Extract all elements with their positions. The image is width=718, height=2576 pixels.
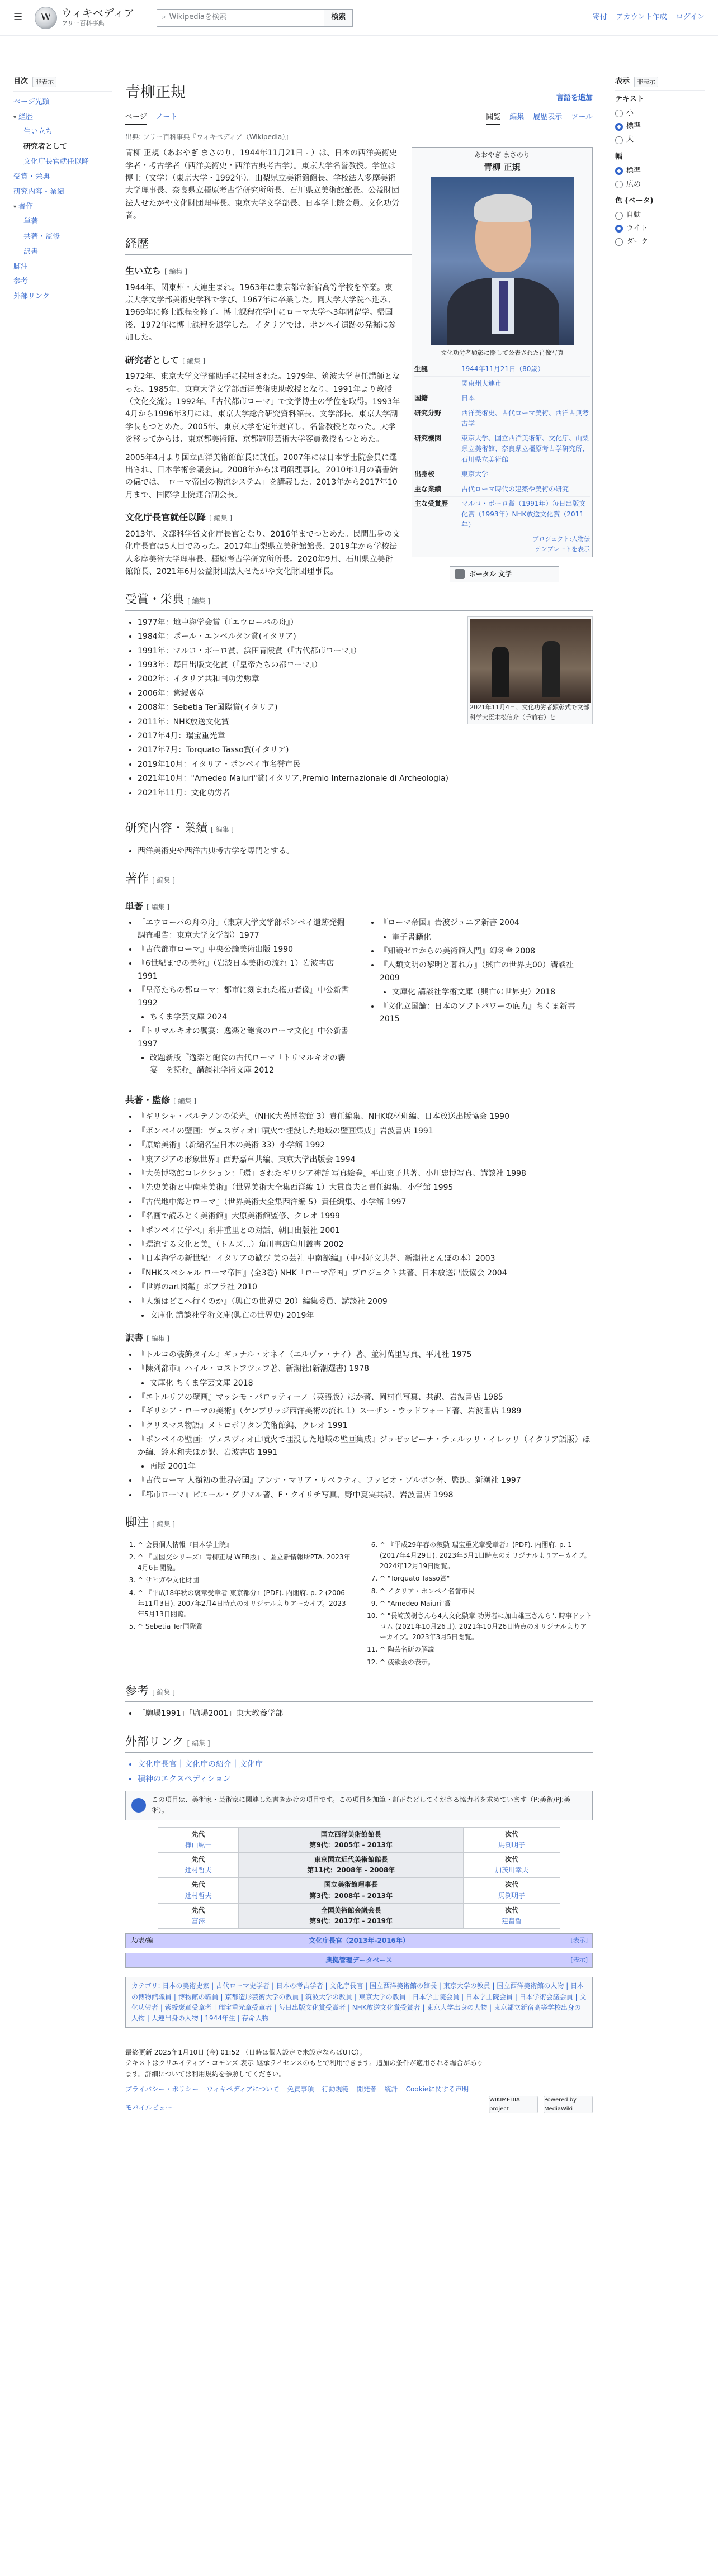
radio-label: 自動 xyxy=(626,211,641,220)
portal-box[interactable]: ポータル 文学 xyxy=(450,566,559,582)
footer-link[interactable]: 統計 xyxy=(384,2085,398,2093)
section-works: 著作 [ 編集 ] xyxy=(125,870,593,890)
tab-1[interactable]: ノート xyxy=(155,113,178,122)
work-item: • 『文化立国論：日本のソフトパワーの底力』ちくま新書 2015 xyxy=(380,1000,593,1026)
work-item: • 『環流する文化と美』（トムズ...）角川書店角川叢書 2002 xyxy=(138,1239,593,1251)
radio-circle[interactable] xyxy=(615,212,623,220)
work-item: • 『古代地中海とローマ』（世界美術大全集西洋編 5）責任編集、小学館 1997 xyxy=(138,1196,593,1208)
work-item: • 『皇帝たちの都ローマ：都市に刻まれた権力者像』中公新書 1992 xyxy=(138,984,351,1009)
work-item: • 『大英博物館コレクション：「環」されたギリシア神話 写真絵巻』平山東子共著、小川忠博写真、講談社 1998 xyxy=(138,1168,593,1180)
infobox-key: 国籍 xyxy=(414,394,428,402)
radio-label: 標準 xyxy=(626,122,641,131)
footer-link[interactable]: プライバシー・ポリシー xyxy=(125,2085,199,2093)
radio-option[interactable] xyxy=(615,236,705,248)
succession-row xyxy=(158,1878,560,1903)
translations-list xyxy=(138,1349,593,1501)
work-item: • 『ポンペイに学べ』糸井重里との対話、朝日出版社 2001 xyxy=(138,1225,593,1237)
section-external: 外部リンク [ 編集 ] xyxy=(125,1733,593,1753)
edit-link[interactable]: [ 編集 ] xyxy=(147,903,170,911)
succession-prev[interactable]: 先代 辻村哲夫 xyxy=(158,1878,239,1903)
note-item: 11. ^ 陶芸名研の解説 xyxy=(380,1644,593,1655)
work-item: • 『古代都市ローマ』中央公論美術出版 1990 xyxy=(138,943,351,956)
award-item: • 2021年10月："Amedeo Maiuri"賞(イタリア,Premio Internazionale di Archeologia) xyxy=(138,772,456,785)
radio-circle[interactable] xyxy=(615,167,623,175)
toc-item[interactable] xyxy=(13,155,112,170)
toc-label: 外部リンク xyxy=(13,292,50,301)
reference-item: • 「駒場1991」「駒場2001」東大教養学部 xyxy=(138,1707,593,1720)
navbox-toggle[interactable]: [表示] xyxy=(570,1956,588,1964)
early-text: 1944年、関東州・大連生まれ。1963年に東京都立新宿高等学校を卒業。東京大学文学部美術史学科で学び、1967年に卒業した。同大学大学院へ進み、1969年に修士課程を修了。博士課程在学中にローマ大学へ3年間留学。帰国後、1972年に博士課程を退学した。イタリアでは、ポンペイ遺跡の発掘に参加した。 xyxy=(125,283,396,343)
footer-link[interactable]: 免責事項 xyxy=(287,2085,314,2093)
work-item: • 『日本海学の新世紀：イタリアの歓び 美の芸礼 中南部編』（中村好文共著、新潮社とんぼの本）2003 xyxy=(138,1253,593,1265)
infobox-row xyxy=(414,362,590,376)
search-input[interactable]: ⌕ Wikipediaを検索 xyxy=(157,9,324,27)
award-item: • 2002年：イタリア共和国功労勲章 xyxy=(138,673,456,685)
tab-right-1[interactable]: 編集 xyxy=(509,113,525,122)
toc-label: 参考 xyxy=(13,277,29,286)
work-item: • 『ローマ帝国』岩波ジュニア新書 2004 xyxy=(380,917,593,929)
work-item: • 『トルコの装飾タイル』ギュナル・オネイ（エルヴァ・ナイ）著、並河萬里写真、平凡社 1975 xyxy=(138,1349,593,1361)
toc-label: 単著 xyxy=(23,217,39,226)
infobox-value[interactable]: 東京大学、国立西洋美術館、文化庁、山梨県立美術館、奈良県立橿原考古学研究所、石川県立美術館 xyxy=(461,434,589,464)
succession-next[interactable]: 次代 加茂川幸夫 xyxy=(464,1852,560,1877)
infobox-row xyxy=(414,496,590,533)
work-item: • 『ギリシア・ローマの美術』（ケンブリッジ西洋美術の流れ 1）スーザン・ウッドフォード著、岩波書店 1989 xyxy=(138,1405,593,1417)
infobox-value[interactable]: 西洋美術史、古代ローマ美術、西洋古典考古学 xyxy=(461,409,589,428)
mediawiki-badge[interactable]: Powered by MediaWiki xyxy=(544,2096,593,2113)
edit-link[interactable]: [ 編集 ] xyxy=(211,825,234,833)
infobox-value[interactable]: 関東州大連市 xyxy=(461,379,502,388)
radio-option[interactable] xyxy=(615,121,705,132)
succession-office: 東京国立近代美術館館長 第11代：2008年 - 2008年 xyxy=(239,1852,464,1877)
work-item: • 電子書籍化 xyxy=(392,931,593,943)
succession-row xyxy=(158,1852,560,1877)
header-link[interactable]: アカウント作成 xyxy=(616,13,667,22)
infobox-value[interactable]: 1944年11月21日（80歳） xyxy=(461,364,545,373)
infobox-row xyxy=(414,431,590,467)
work-item: • 『人類はどこへ行くのか』（興亡の世界史 20）編集委員、講談社 2009 xyxy=(138,1296,593,1308)
work-item: • 『ギリシャ・パルテノンの栄光』（NHK大英博物館 3）責任編集、NHK取材班編、日本放送出版協会 1990 xyxy=(138,1111,593,1123)
tab-right-3[interactable]: ツール xyxy=(571,113,593,122)
infobox-key: 出身校 xyxy=(414,470,435,478)
note-item: 5. ^ Sebetia Ter国際賞 xyxy=(138,1621,351,1632)
work-item: • 『NHKスペシャル ローマ帝国』(全3巻) NHK「ローマ帝国」プロジェクト共著、日本放送出版協会 2004 xyxy=(138,1267,593,1279)
note-item: 2. ^ 『国図交シリーズ』青柳正規 WEB版」」、匿立新情報所PTA. 2023年4月6日閲覧。 xyxy=(138,1552,351,1573)
radio-option[interactable] xyxy=(615,108,705,120)
note-item: 8. ^ イタリア・ポンペイ名誉市民 xyxy=(380,1586,593,1597)
book-icon xyxy=(455,569,465,579)
toc-item[interactable] xyxy=(13,215,112,230)
work-item: • 『原始美術』（新編名宝日本の美術 33）小学館 1992 xyxy=(138,1139,593,1151)
infobox-name: あおやぎ まさのり 青柳 正規 xyxy=(474,151,530,173)
tab-right-0[interactable]: 閲覧 xyxy=(486,112,500,125)
menu-icon[interactable]: ☰ xyxy=(13,11,23,23)
footer-link[interactable]: ウィキペディアについて xyxy=(206,2085,280,2093)
stub-notice: この項目は、美術家・芸術家に関連した書きかけの項目です。この項目を加筆・訂正などしてくださる協力者を求めています（P:美術/PJ:美術）。 xyxy=(125,1791,593,1820)
toc-item[interactable] xyxy=(13,125,112,140)
infobox-key: 主な業績 xyxy=(414,485,442,493)
award-caption: 2021年11月4日、文化功労者顕彰式で文部科学大臣末松信介（手前右）と xyxy=(470,703,589,721)
infobox-row xyxy=(414,467,590,481)
award-item: • 2021年11月：文化功労者 xyxy=(138,787,456,799)
succession-prev[interactable]: 先代 辻村哲夫 xyxy=(158,1852,239,1877)
award-item: • 2006年：紫綬褒章 xyxy=(138,687,456,700)
section-career: 経歴 xyxy=(125,235,593,255)
toc-label: 共著・監修 xyxy=(23,232,60,241)
toc-item[interactable] xyxy=(13,245,112,260)
header-link[interactable]: ログイン xyxy=(676,13,705,22)
work-item: • 文庫化 講談社学術文庫(興亡の世界史) 2019年 xyxy=(150,1310,593,1322)
infobox-key xyxy=(414,378,461,389)
work-item: • 『クリスマス物語』メトロポリタン美術館編、クレオ 1991 xyxy=(138,1420,593,1432)
page-tabs xyxy=(125,108,593,127)
award-item: • 2017年4月：瑞宝重光章 xyxy=(138,730,456,742)
note-item: 10. ^ "長崎茂樹さんら4人文化勲章 功労者に加山雄三さんら". 時事ドットコム (2021年10月26日). 2021年10月26日時点のオリジナルよりアーカイブ。2023年3月5日閲覧。 xyxy=(380,1611,593,1643)
navbox-title[interactable]: 文化庁長官（2013年-2016年） xyxy=(309,1937,409,1945)
succession-next[interactable]: 次代 建畠晢 xyxy=(464,1903,560,1928)
note-item: 3. ^ サヒガや文化財団 xyxy=(138,1575,351,1586)
toc-label: 訳書 xyxy=(23,247,39,256)
edit-link[interactable]: [ 編集 ] xyxy=(173,1097,197,1105)
infobox-value[interactable]: 日本 xyxy=(461,394,475,402)
award-item: • 2017年7月：Torquato Tasso賞(イタリア) xyxy=(138,744,456,756)
footer xyxy=(125,2039,593,2130)
work-item: • 『エトルリアの壁画』マッシモ・パロッティーノ（英語版）ほか著、岡村崔写真、共訳、岩波書店 1985 xyxy=(138,1391,593,1403)
work-item: • 「エウローパの舟の舟」（東京大学文学部ポンペイ遺跡発掘調査報告：東京大学文学部）1977 xyxy=(138,917,351,942)
portrait-photo[interactable] xyxy=(431,177,574,345)
succession-row xyxy=(158,1827,560,1852)
award-item: • 2008年：Sebetia Ter国際賞(イタリア) xyxy=(138,701,456,714)
note-item: 1. ^ 会員個人情報『日本学士院』 xyxy=(138,1540,351,1550)
work-item: • 改題新版『逸楽と飽食の古代ローマ「トリマルキオの饗宴」を読む』講談社学術文庫 2012 xyxy=(150,1052,351,1077)
navbox-commissioner: 大/表/編 文化庁長官（2013年-2016年） [表示] xyxy=(125,1933,593,1948)
toc-label: 脚注 xyxy=(13,262,29,271)
work-item: • 『名画で読みとく美術館』大原美術館監修、クレオ 1999 xyxy=(138,1210,593,1222)
succession-table xyxy=(158,1827,560,1929)
researcher-text-1: 1972年、東京大学文学部助手に採用された。1979年、筑波大学専任講師となった。1985年、東京大学文学部西洋美術史助教授となり、1991年より教授（文化交流）。1992年、「古代都市ローマ」で文学博士の学位を取得。1993年4月から1996年3月には、東京大学総合研究資料館長、文学部長、東京大学副学長もつとめた。2005年、東京大学を定年退官し、名誉教授となった。大学を移ってからは、東京都美術館、京都造形芸術大学客員教授もつとめた。 xyxy=(125,372,400,444)
search-icon: ⌕ xyxy=(162,13,166,22)
toc-sidebar xyxy=(13,36,112,2130)
caret-icon[interactable]: ▾ xyxy=(13,114,17,121)
site-header xyxy=(0,0,718,36)
lead-paragraph: 青柳 正規（あおやぎ まさのり、1944年11月21日 - ）は、日本の西洋美術史学者・考古学者（西洋美術史・西洋古典考古学）。東京大学名誉教授。学位は博士（文学）（東京大学・1992年）。山梨県立美術館館長、学校法人多摩美術大学理事長、奈良県立橿原考古学研究所所長、石川県立美術館館長。公益財団法人せたがや文化財団理事長。東京大学文学部長、日本学士院会員。文化功労者。 xyxy=(125,149,399,221)
research-item: • 西洋美術史や西洋古典考古学を専門とする。 xyxy=(138,845,593,857)
section-notes: 脚注 [ 編集 ] xyxy=(125,1514,593,1534)
radio-circle[interactable] xyxy=(615,225,623,233)
infobox-value[interactable]: マルコ・ポーロ賞（1991年）毎日出版文化賞（1993年）NHK放送文化賞（2011年） xyxy=(461,499,586,529)
radio-label: 広め xyxy=(626,179,641,188)
toc-label: ページ先頭 xyxy=(13,97,50,106)
edit-link[interactable]: [ 編集 ] xyxy=(147,1335,170,1343)
researcher-text-2: 2005年4月より国立西洋美術館館長に就任。2007年には日本学士院会員に選出され、日本学術会議会員。2008年からは同館理事長。2010年1月の講書始の儀では、「ローマ帝国の物流システム」を講義した。2013年から2017年10月まで、国際学士院連合副会長。 xyxy=(125,453,398,500)
succession-row xyxy=(158,1903,560,1928)
award-item: • 2011年：NHK放送文化賞 xyxy=(138,716,456,728)
radio-option[interactable] xyxy=(615,134,705,146)
work-item: • 『知識ゼロからの美術館入門』幻冬舎 2008 xyxy=(380,945,593,957)
infobox xyxy=(412,147,593,557)
toc-item[interactable] xyxy=(13,95,112,110)
succession-office: 全国美術館会議会長 第9代：2017年 - 2019年 xyxy=(239,1903,464,1928)
appearance-panel: 表示 非表示 テキスト 小 標準 大 幅 標準 広め 色 (ベータ) 自動 ライト ダーク xyxy=(606,36,705,2130)
toc-label: 文化庁長官就任以降 xyxy=(23,157,89,166)
award-item: • 2019年10月：イタリア・ポンペイ市名誉市民 xyxy=(138,758,456,771)
toc-item[interactable] xyxy=(13,274,112,290)
succession-next[interactable]: 次代 馬渕明子 xyxy=(464,1878,560,1903)
section-reference: 参考 [ 編集 ] xyxy=(125,1682,593,1702)
work-item: • 『古代ローマ 人類初の世界帝国』アンナ・マリア・リベラティ、ファビオ・ブルボン著、監訳、新潮社 1997 xyxy=(138,1474,593,1487)
award-photo xyxy=(470,619,591,703)
award-photo-box[interactable] xyxy=(467,616,593,724)
infobox-row xyxy=(414,376,590,391)
footer-link[interactable]: Cookieに関する声明 xyxy=(405,2085,469,2093)
radio-circle[interactable] xyxy=(615,136,623,144)
infobox-key: 生誕 xyxy=(414,364,428,373)
toc-label: 経歴 xyxy=(18,112,34,121)
toc-label: 研究内容・業績 xyxy=(13,187,65,196)
main-content: 青柳正規 言語を追加 ページ ノート 閲覧 編集 履歴表示 ツール 出典: フリー百科事典『ウィキペディア（Wikipedia）』 あおやぎ まさのり 青柳 正規 文化功労者顕彰に際して公表された肖像写真 生誕 1944年11月21日（80歳） 関東州大連市 国籍 日本 研究分野 西洋美術史、古代ローマ美術、西洋古典考古学 研究機関 東京大学、国立西洋美術館、文化庁、山梨県立美術館、奈良県立橿原考古学研究所、石川県立美術館 出身校 東京大学 主な業績 古代ローマ時代の建築や美術の研究 主な受賞歴 マルコ・ポーロ賞（1991年）毎日出版文化賞（1993年）NHK放送文化賞（2011年） プロジェクト:人物伝 テンプレートを表示 ポータル 文学 青柳 正規（あおやぎ まさのり、1944年11月21日 - ）は、日本の西洋美術史学者・考古学者（西洋美術史・西洋古典考古学）。東京大学名誉教授。学位は博士（文学）（東京大学・1992年）。山梨県立美術館館長、学校法人多摩美術大学理事長、奈良県立橿原考古学研究所所長、石川県立美術館館長。公益財団法人せたがや文化財団理事長。東京大学文学部長、日本学士院会員。文化功労者。 経歴 生い立ち [ 編集 ] 1944年、関東州・大連生まれ。1963年に東京都立新宿高等学校を卒業。東京大学文学部美術史学科で学び、1967年に卒業した。同大学大学院へ進み、1969年に修士課程を修了。博士課程在学中にローマ大学へ3年間留学。帰国後、1972年に博士課程を退学した。イタリアでは、ポンペイ遺跡の発掘に参加した。 研究者として [ 編集 ] 1972年、東京大学文学部助手に採用された。1979年、筑波大学専任講師となった。1985年、東京大学文学部西洋美術史助教授となり、1991年より教授（文化交流）。1992年、「古代都市ローマ」で文学博士の学位を取得。1993年4月から1996年3月には、東京大学総合研究資料館長、文学部長、東京大学副学長もつとめた。2005年、東京大学を定年退官し、名誉教授となった。大学を移ってからは、東京都美術館、京都造形芸術大学客員教授もつとめた。 2005年4月より国立西洋美術館館長に就任。2007年には日本学士院会員に選出され、日本学術会議会員。2008年からは同館理事長。2010年1月の講書始の儀では、「ローマ帝国の物流システム」を講義した。2013年から2017年10月まで、国際学士院連合副会長。 文化庁長官就任以降 [ 編集 ] 2013年、文部科学省文化庁長官となり、2016年までつとめた。民間出身の文化庁長官は5人目であった。2017年山梨県立美術館館長、2019年から学校法人多摩美術大学理事長、橿原考古学研究所所長。2020年9月、石川県立美術館館長、2021年6月公益財団法人せたがや文化財団理事長。 受賞・栄典 [ 編集 ] • 1977年：地中海学会賞（『エウローパの舟』） • 1984年：ポール・エンベルタン賞(イタリア) • 1991年：マルコ・ポーロ賞、浜田青陵賞（『古代都市ローマ』） • 1993年：毎日出版文化賞（『皇帝たちの都ローマ』） • 2002年：イタリア共和国功労勲章 • 2006年：紫綬褒章 • 2008年：Sebetia Ter国際賞(イタリア) • 2011年：NHK放送文化賞 • 2017年4月：瑞宝重光章 • 2017年7月：Torquato Tasso賞(イタリア) • 2019年10月：イタリア・ポンペイ市名誉市民 • 2021年10月："Amedeo Maiuri"賞(イタリア,Premio Internazionale di Archeologia) • 2021年11月：文化功労者 2021年11月4日、文化功労者顕彰式で文部科学大臣末松信介（手前右）と 研究内容・業績 [ 編集 ] • 西洋美術史や西洋古典考古学を専門とする。 著作 [ 編集 ] 単著 [ 編集 ] • 「エウローパの舟の舟」（東京大学文学部ポンペイ遺跡発掘調査報告：東京大学文学部）1977 • 『古代都市ローマ』中央公論美術出版 1990 • 『6世紀までの美術』（岩波日本美術の流れ 1）岩波書店 1991 • 『皇帝たちの都ローマ：都市に刻まれた権力者像』中公新書 1992 • ちくま学芸文庫 2024 • 『トリマルキオの饗宴：逸楽と飽食のローマ文化』中公新書 1997 • 改題新版『逸楽と飽食の古代ローマ「トリマルキオの饗宴」を読む』講談社学術文庫 2012 • 『ローマ帝国』岩波ジュニア新書 2004 • 電子書籍化 • 『知識ゼロからの美術館入門』幻冬舎 2008 • 『人類文明の黎明と暮れ方』（興亡の世界史00）講談社 2009 • 文庫化 講談社学術文庫（興亡の世界史）2018 • 『文化立国論：日本のソフトパワーの底力』ちくま新書 2015 共著・監修 [ 編集 ] • 『ギリシャ・パルテノンの栄光』（NHK大英博物館 3）責任編集、NHK取材班編、日本放送出版協会 1990 • 『ポンペイの壁画：ヴェスヴィオ山噴火で埋没した地域の壁画集成』岩波書店 1991 • 『原始美術』（新編名宝日本の美術 33）小学館 1992 • 『東アジアの形象世界』西野嘉章共編、東京大学出版会 1994 • 『大英博物館コレクション：「環」されたギリシア神話 写真絵巻』平山東子共著、小川忠博写真、講談社 1998 • 『先史美術と中南米美術』（世界美術大全集西洋編 1）大貫良夫と責任編集、小学館 1995 • 『古代地中海とローマ』（世界美術大全集西洋編 5）責任編集、小学館 1997 • 『名画で読みとく美術館』大原美術館監修、クレオ 1999 • 『ポンペイに学べ』糸井重里との対話、朝日出版社 2001 • 『環流する文化と美』（トムズ...）角川書店角川叢書 2002 • 『日本海学の新世紀：イタリアの歓び 美の芸礼 中南部編』（中村好文共著、新潮社とんぼの本）2003 • 『NHKスペシャル ローマ帝国』(全3巻) NHK「ローマ帝国」プロジェクト共著、日本放送出版協会 2004 • 『世界のart図鑑』ポプラ社 2010 • 『人類はどこへ行くのか』（興亡の世界史 20）編集委員、講談社 2009 • 文庫化 講談社学術文庫(興亡の世界史) 2019年 訳書 [ 編集 ] • 『トルコの装飾タイル』ギュナル・オネイ（エルヴァ・ナイ）著、並河萬里写真、平凡社 1975 • 『陳列都市』ハイル・ロストフツェフ著、新潮社(新潮選書) 1978 • 文庫化 ちくま学芸文庫 2018 • 『エトルリアの壁画』マッシモ・パロッティーノ（英語版）ほか著、岡村崔写真、共訳、岩波書店 1985 • 『ギリシア・ローマの美術』（ケンブリッジ西洋美術の流れ 1）スーザン・ウッドフォード著、岩波書店 1989 • 『クリスマス物語』メトロポリタン美術館編、クレオ 1991 • 『ポンペイの壁画：ヴェスヴィオ山噴火で埋没した地域の壁画集成』ジュゼッピーナ・チェルッリ・イレッリ（イタリア語版）ほか編、鈴木和夫ほか訳、岩波書店 1991 • 再版 2001年 • 『古代ローマ 人類初の世界帝国』アンナ・マリア・リベラティ、ファビオ・ブルボン著、監訳、新潮社 1997 • 『都市ローマ』ピエール・グリマル著、F・クイリチ写真、野中夏実共訳、岩波書店 1998 脚注 [ 編集 ] 1. ^ 会員個人情報『日本学士院』 2. ^ 『国図交シリーズ』青柳正規 WEB版」」、匿立新情報所PTA. 2023年4月6日閲覧。 3. ^ サヒガや文化財団 4. ^ 『平成18年秋の褒章受章者 東京都分』(PDF). 内閣府. p. 2 (2006年11月3日). 2007年2月4日時点のオリジナルよりアーカイブ。2023年5月13日閲覧。 5. ^ Sebetia Ter国際賞 6. ^ 『平成29年春の叙勲 瑞宝重光章受章者』(PDF). 内閣府. p. 1 (2017年4月29日). 2023年3月1日時点のオリジナルよりアーカイブ。2024年12月19日閲覧。 7. ^ "Torquato Tasso賞" 8. ^ イタリア・ポンペイ名誉市民 9. ^ "Amedeo Maiuri"賞 10. ^ "長崎茂樹さんら4人文化勲章 功労者に加山雄三さんら". 時事ドットコム (2021年10月26日). 2021年10月26日時点のオリジナルよりアーカイブ。2023年3月5日閲覧。 11. ^ 陶芸名研の解説 12. ^ 疲欲会の表示。 参考 [ 編集 ] • 「駒場1991」「駒場2001」東大教養学部 外部リンク [ 編集 ] • 文化庁長官｜文化庁の紹介｜文化庁 • 積神のエクスペディション この項目は、美術家・芸術家に関連した書きかけの項目です。この項目を加筆・訂正などしてくださる協力者を求めています（P:美術/PJ:美術）。 先代 樺山紘一 国立西洋美術館館長 第9代：2005年 - 2013年 次代 馬渕明子 先代 辻村哲夫 東京国立近代美術館館長 第11代：2008年 - 2008年 次代 加茂川幸夫 先代 辻村哲夫 国立美術館理事長 第3代：2008年 - 2013年 次代 馬渕明子 先代 富澤 全国美術館会議会長 第9代：2017年 - 2019年 次代 建畠晢 大/表/編 文化庁長官（2013年-2016年） [表示] 典拠管理データベース [表示] カテゴリ: 日本の美術史家 | 古代ローマ史学者 | 日本の考古学者 | 文化庁長官 | 国立西洋美術館の館長 | 東京大学の教員 | 国立西洋美術館の人物 | 日本の博物館職員 | 博物館の職員 | 京都造形芸術大学の教員 | 筑波大学の教員 | 東京大学の教員 | 日本学士院会員 | 日本学士院会員 | 日本学術会議会員 | 文化功労者 | 紫綬褒章受章者 | 瑞宝重光章受章者 | 毎日出版文化賞受賞者 | NHK放送文化賞受賞者 | 東京大学出身の人物 | 東京都立新宿高等学校出身の人物 | 大連出身の人物 | 1944年生 | 存命人物 最終更新 2025年1月10日 (金) 01:52 （日時は個人設定で未設定ならばUTC）。 テキストはクリエイティブ・コモンズ 表示-継承ライセンスのもとで利用できます。追加の条件が適用される場合があります。詳細については利用規約を参照してください。 プライバシー・ポリシー ウィキペディアについて 免責事項 行動規範 開発者 統計 Cookieに関する声明 モバイルビュー WIKIMEDIA project Powered by MediaWiki xyxy=(112,36,606,2130)
toc-item[interactable] xyxy=(13,185,112,200)
toc-label: 研究者として xyxy=(23,143,68,151)
infobox-key: 研究機関 xyxy=(414,434,442,442)
radio-circle[interactable] xyxy=(615,181,623,188)
site-logo[interactable] xyxy=(35,7,134,29)
tab-right-2[interactable]: 履歴表示 xyxy=(533,113,563,122)
infobox-row xyxy=(414,406,590,431)
add-language-button[interactable]: 言語を追加 xyxy=(556,94,593,103)
succession-prev[interactable]: 先代 富澤 xyxy=(158,1903,239,1928)
radio-option[interactable] xyxy=(615,165,705,177)
navbox-authority xyxy=(125,1953,593,1968)
work-item: • ちくま学芸文庫 2024 xyxy=(150,1011,351,1023)
infobox-value[interactable]: 古代ローマ時代の建築や美術の研究 xyxy=(461,485,569,493)
work-item: • 文庫化 ちくま学芸文庫 2018 xyxy=(150,1377,593,1389)
radio-circle[interactable] xyxy=(615,110,623,117)
toc-item[interactable] xyxy=(13,290,112,305)
radio-circle[interactable] xyxy=(615,238,623,246)
radio-label: ダーク xyxy=(626,237,649,246)
note-item: 7. ^ "Torquato Tasso賞" xyxy=(380,1573,593,1584)
work-item: • 『トリマルキオの饗宴：逸楽と飽食のローマ文化』中公新書 1997 xyxy=(138,1025,351,1050)
work-item: • 『人類文明の黎明と暮れ方』（興亡の世界史00）講談社 2009 xyxy=(380,959,593,984)
note-item: 6. ^ 『平成29年春の叙勲 瑞宝重光章受章者』(PDF). 内閣府. p. 1 (2017年4月29日). 2023年3月1日時点のオリジナルよりアーカイブ。2024年12月19日閲覧。 xyxy=(380,1540,593,1572)
infobox-caption: 文化功労者顕彰に際して公表された肖像写真 xyxy=(441,349,564,357)
work-item: • 『ポンペイの壁画：ヴェスヴィオ山噴火で埋没した地域の壁画集成』岩波書店 1991 xyxy=(138,1125,593,1137)
radio-circle[interactable] xyxy=(615,123,623,131)
toc-label: 生い立ち xyxy=(23,127,53,136)
radio-label: ライト xyxy=(626,224,648,233)
category-links: カテゴリ: 日本の美術史家 | 古代ローマ史学者 | 日本の考古学者 | 文化庁長官 | 国立西洋美術館の館長 | 東京大学の教員 | 国立西洋美術館の人物 | 日本の博物館職員 | 博物館の職員 | 京都造形芸術大学の教員 | 筑波大学の教員 | 東京大学の教員 | 日本学士院会員 | 日本学士院会員 | 日本学術会議会員 | 文化功労者 | 紫綬褒章受章者 | 瑞宝重光章受章者 | 毎日出版文化賞受賞者 | NHK放送文化賞受賞者 | 東京大学出身の人物 | 東京都立新宿高等学校出身の人物 | 大連出身の人物 | 1944年生 | 存命人物 xyxy=(125,1977,593,2028)
edit-link[interactable]: [ 編集 ] xyxy=(209,514,233,523)
notes-right xyxy=(380,1540,593,1669)
toc-item[interactable] xyxy=(13,200,112,215)
from-line: 出典: フリー百科事典『ウィキペディア（Wikipedia）』 xyxy=(125,132,292,141)
toc-label: 著作 xyxy=(18,202,34,211)
project-link[interactable]: プロジェクト:人物伝 xyxy=(532,535,590,543)
work-item: • 再版 2001年 xyxy=(150,1460,593,1473)
search-form xyxy=(157,9,353,27)
wikimedia-badge[interactable]: WIKIMEDIA project xyxy=(489,2096,538,2113)
note-item: 12. ^ 疲欲会の表示。 xyxy=(380,1657,593,1668)
edit-link[interactable]: [ 編集 ] xyxy=(187,597,210,605)
notes-left xyxy=(138,1540,351,1669)
toc-title: 目次 xyxy=(13,77,29,86)
header-link[interactable]: 寄付 xyxy=(592,13,607,22)
radio-label: 大 xyxy=(626,135,634,144)
page-title: 青柳正規 xyxy=(125,84,186,101)
work-item: • 文庫化 講談社学術文庫（興亡の世界史）2018 xyxy=(392,986,593,998)
agency-text: 2013年、文部科学省文化庁長官となり、2016年までつとめた。民間出身の文化庁長官は5人目であった。2017年山梨県立美術館館長、2019年から学校法人多摩美術大学理事長、橿原考古学研究所所長。2020年9月、石川県立美術館館長、2021年6月公益財団法人せたがや文化財団理事長。 xyxy=(125,529,400,576)
search-button[interactable]: 検索 xyxy=(324,9,353,27)
work-item: • 『6世紀までの美術』（岩波日本美術の流れ 1）岩波書店 1991 xyxy=(138,957,351,983)
succession-office: 国立西洋美術館館長 第9代：2005年 - 2013年 xyxy=(239,1827,464,1852)
last-edited: 最終更新 2025年1月10日 (金) 01:52 （日時は個人設定で未設定ならばUTC）。 xyxy=(125,2048,366,2057)
toc-item[interactable] xyxy=(13,170,112,185)
work-item: • 『世界のart図鑑』ポプラ社 2010 xyxy=(138,1281,593,1293)
single-works-left xyxy=(138,917,351,1079)
edit-link[interactable]: [ 編集 ] xyxy=(152,876,175,884)
logo-title: ウィキペディア xyxy=(62,7,135,20)
footer-link[interactable]: 行動規範 xyxy=(322,2085,349,2093)
succession-next[interactable]: 次代 馬渕明子 xyxy=(464,1827,560,1852)
external-link[interactable]: • 文化庁長官｜文化庁の紹介｜文化庁 xyxy=(138,1758,593,1771)
section-research: 研究内容・業績 [ 編集 ] xyxy=(125,819,593,839)
toc-item[interactable] xyxy=(13,140,112,155)
award-item: • 1991年：マルコ・ポーロ賞、浜田青陵賞（『古代都市ローマ』） xyxy=(138,645,456,657)
logo-subtitle: フリー百科事典 xyxy=(62,20,105,27)
infobox-value[interactable]: 東京大学 xyxy=(461,470,489,478)
infobox-row xyxy=(414,482,590,496)
radio-option[interactable] xyxy=(615,179,705,191)
work-item: • 『先史美術と中南米美術』（世界美術大全集西洋編 1）大貫良夫と責任編集、小学館 1995 xyxy=(138,1182,593,1194)
awards-list xyxy=(138,616,456,801)
toc-label: 受賞・栄典 xyxy=(13,172,50,181)
succession-office: 国立美術館理事長 第3代：2008年 - 2013年 xyxy=(239,1878,464,1903)
navbox-title[interactable]: 典拠管理データベース xyxy=(325,1956,393,1965)
tab-0[interactable]: ページ xyxy=(125,112,147,125)
work-item: • 『東アジアの形象世界』西野嘉章共編、東京大学出版会 1994 xyxy=(138,1154,593,1166)
work-item: • 『ポンペイの壁画：ヴェスヴィオ山噴火で埋没した地域の壁画集成』ジュゼッピーナ・チェルッリ・イレッリ（イタリア語版）ほか編、鈴木和夫ほか訳、岩波書店 1991 xyxy=(138,1434,593,1459)
radio-option[interactable] xyxy=(615,223,705,235)
caret-icon[interactable]: ▾ xyxy=(13,204,17,211)
radio-label: 小 xyxy=(626,108,634,117)
award-item: • 1993年：毎日出版文化賞（『皇帝たちの都ローマ』） xyxy=(138,659,456,671)
edit-link[interactable]: [ 編集 ] xyxy=(152,1688,175,1696)
external-links xyxy=(138,1758,593,1785)
infobox-row xyxy=(414,391,590,405)
navbox-toggle[interactable]: [表示] xyxy=(570,1937,588,1944)
toc-item[interactable] xyxy=(13,230,112,245)
succession-prev[interactable]: 先代 樺山紘一 xyxy=(158,1827,239,1852)
radio-label: 標準 xyxy=(626,166,641,175)
note-item: 4. ^ 『平成18年秋の褒章受章者 東京都分』(PDF). 内閣府. p. 2 (2006年11月3日). 2007年2月4日時点のオリジナルよりアーカイブ。2023年5月13日閲覧。 xyxy=(138,1588,351,1620)
radio-option[interactable] xyxy=(615,210,705,221)
palette-icon xyxy=(131,1798,146,1813)
award-item: • 1984年：ポール・エンベルタン賞(イタリア) xyxy=(138,630,456,643)
toc-item[interactable] xyxy=(13,110,112,125)
work-item: • 『陳列都市』ハイル・ロストフツェフ著、新潮社(新潮選書) 1978 xyxy=(138,1363,593,1375)
edit-link[interactable]: [ 編集 ] xyxy=(187,1739,210,1747)
template-link[interactable]: テンプレートを表示 xyxy=(535,545,590,553)
infobox-key: 研究分野 xyxy=(414,409,442,417)
edit-link[interactable]: [ 編集 ] xyxy=(182,357,206,365)
appearance-hide-button[interactable]: 非表示 xyxy=(634,77,658,88)
award-item: • 1977年：地中海学会賞（『エウローパの舟』） xyxy=(138,616,456,629)
work-item: • 『都市ローマ』ピエール・グリマル著、F・クイリチ写真、野中夏実共訳、岩波書店 1998 xyxy=(138,1489,593,1501)
wikipedia-globe-icon: W xyxy=(35,7,57,29)
joint-works-list xyxy=(138,1111,593,1322)
edit-link[interactable]: [ 編集 ] xyxy=(164,268,188,276)
toc-hide-button[interactable]: 非表示 xyxy=(32,77,56,88)
toc-item[interactable] xyxy=(13,260,112,275)
infobox-key: 主な受賞歴 xyxy=(414,499,448,507)
section-awards: 受賞・栄典 [ 編集 ] xyxy=(125,590,593,611)
edit-link[interactable]: [ 編集 ] xyxy=(152,1520,175,1529)
external-link[interactable]: • 積神のエクスペディション xyxy=(138,1773,593,1785)
footer-link[interactable]: 開発者 xyxy=(356,2085,377,2093)
license-text: テキストはクリエイティブ・コモンズ 表示-継承ライセンスのもとで利用できます。追加の条件が適用される場合があります。詳細については利用規約を参照してください。 xyxy=(125,2059,484,2078)
single-works-right xyxy=(380,917,593,1079)
note-item: 9. ^ "Amedeo Maiuri"賞 xyxy=(380,1598,593,1609)
footer-link[interactable]: モバイルビュー xyxy=(125,2103,173,2112)
